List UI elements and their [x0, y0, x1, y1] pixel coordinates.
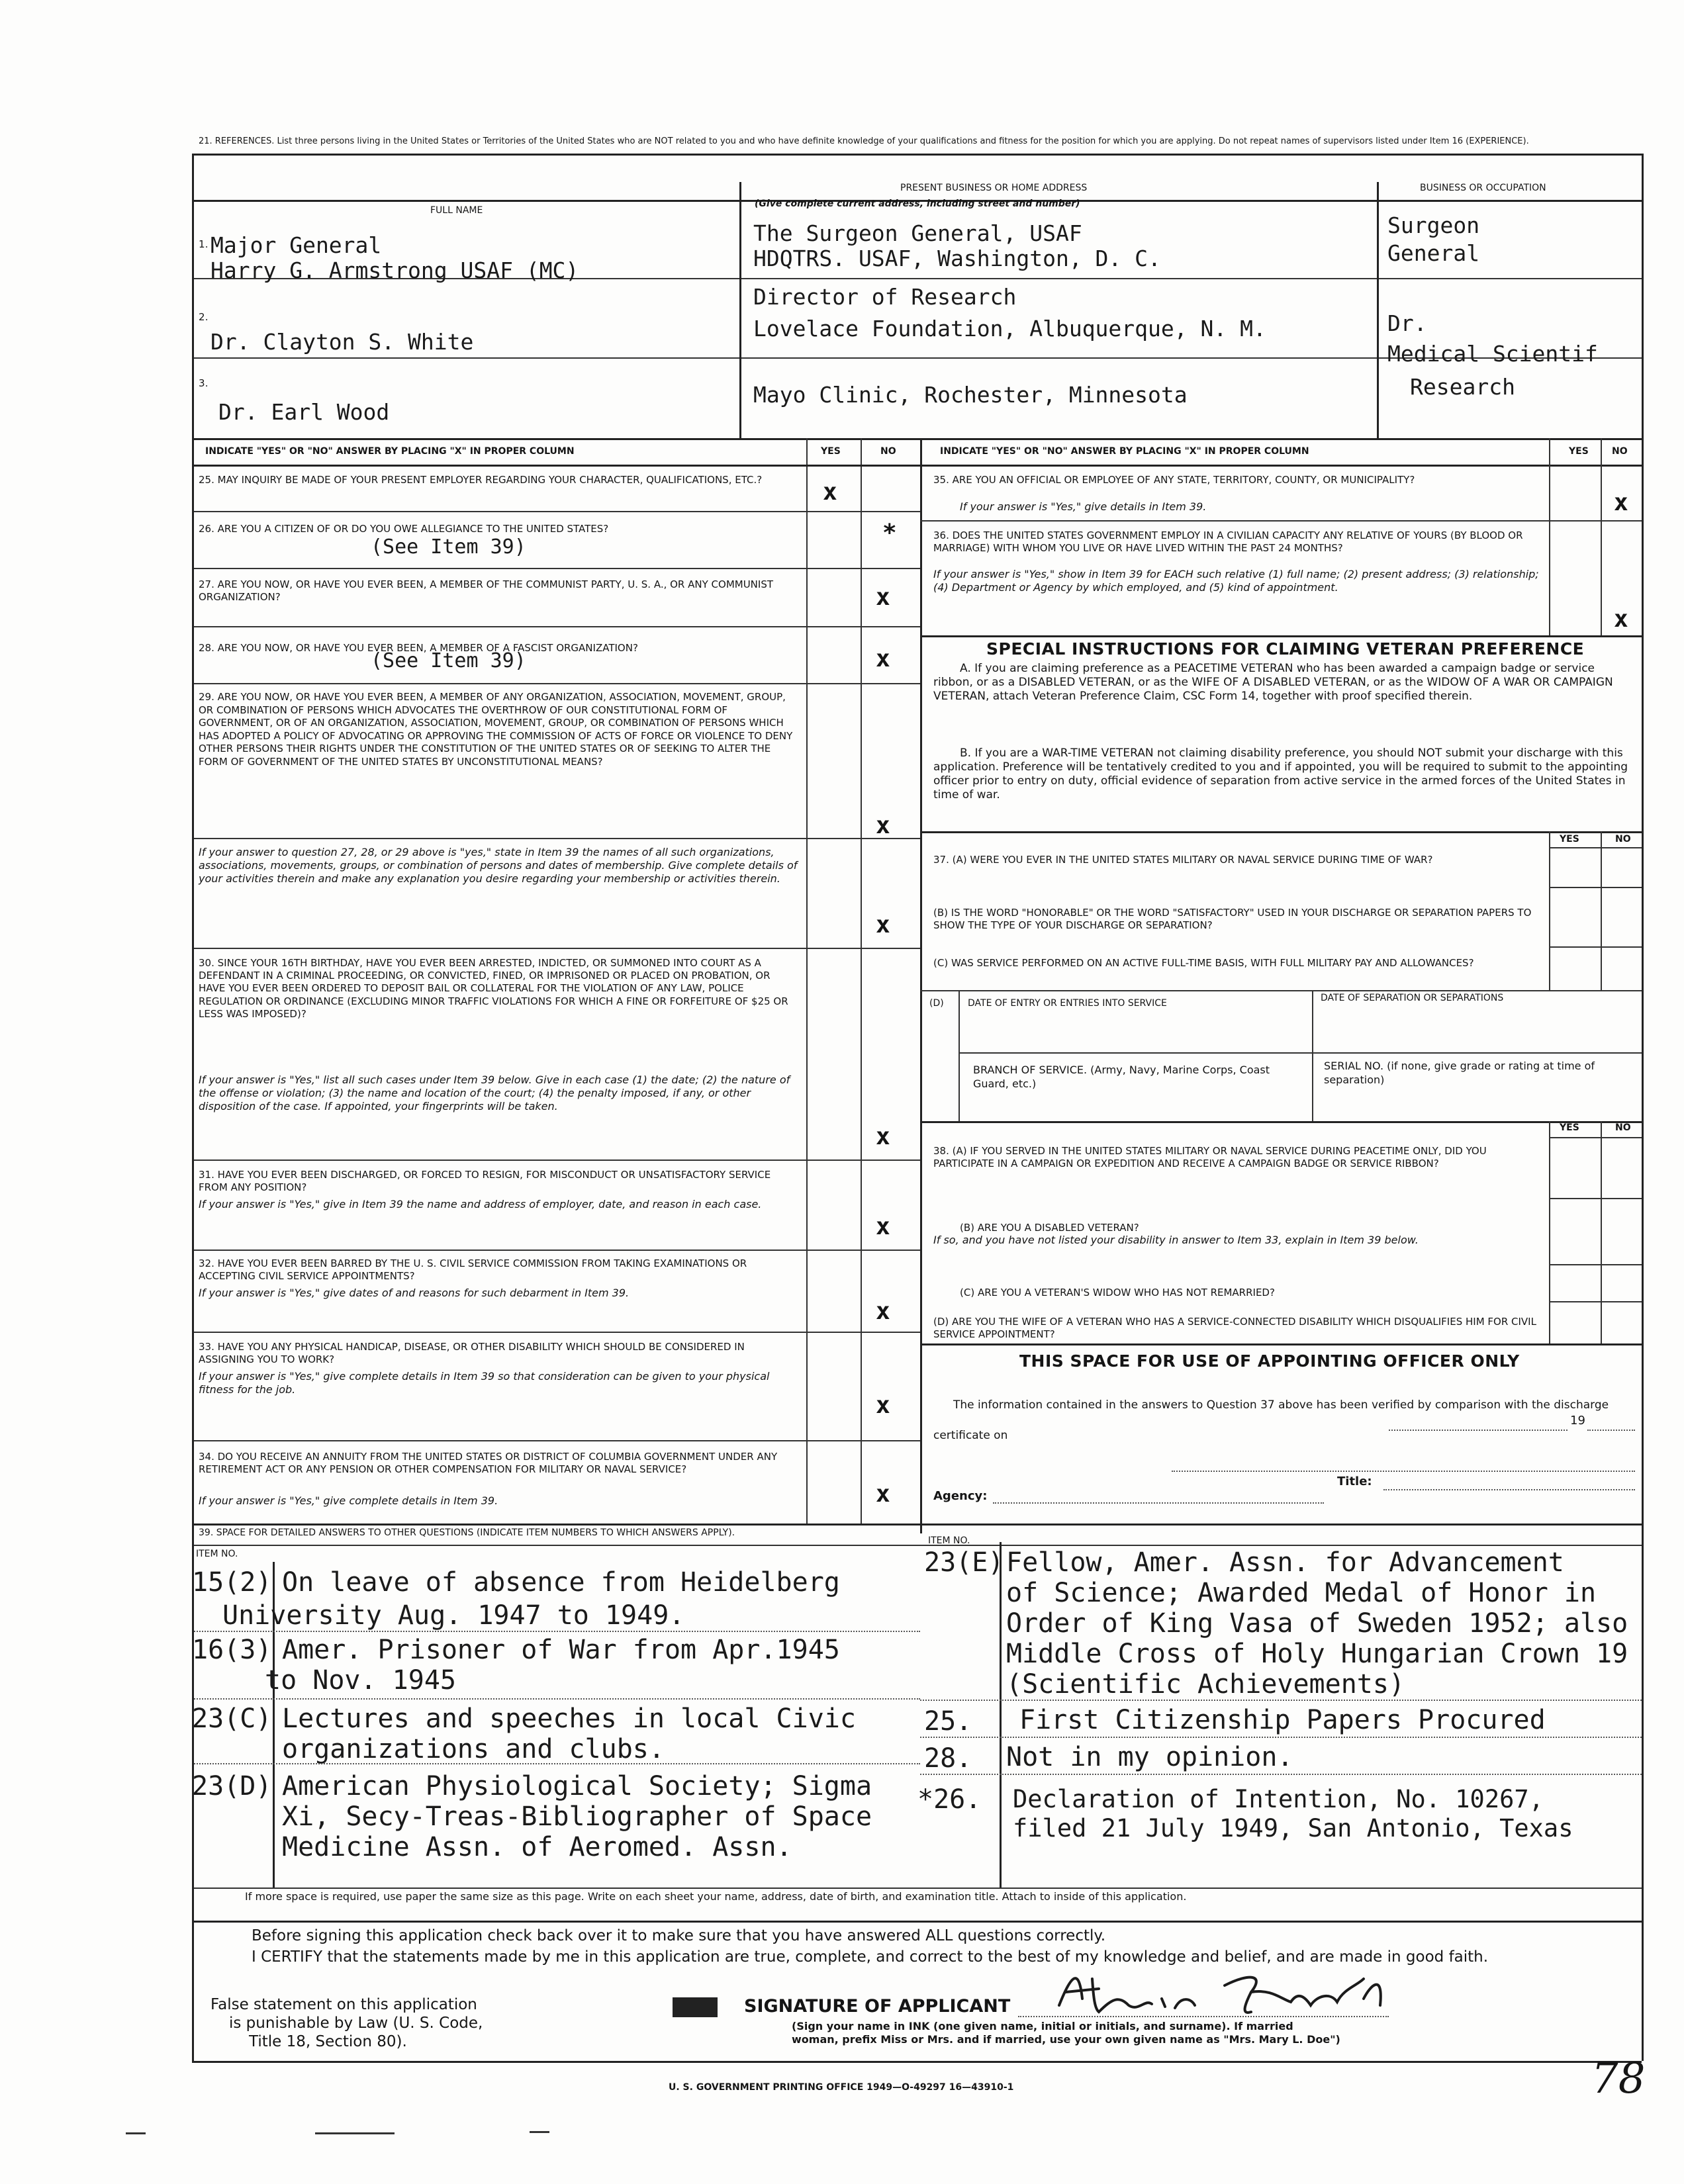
item39-answer-text: First Citizenship Papers Procured	[1019, 1705, 1546, 1735]
answer-no-mark: x	[876, 812, 890, 839]
question-38a: 38. (A) IF YOU SERVED IN THE UNITED STATES MILITARY OR NAVAL SERVICE DURING PEACETIME ONLY, DID YOU PARTICIPATE IN A CAMPAIGN OR EXPEDITION AND RECEIVE A CAMPAIGN BADGE OR SERVICE RIBBON?	[933, 1145, 1487, 1169]
item39-answer-text: Not in my opinion.	[1006, 1742, 1293, 1772]
question-25: 25. MAY INQUIRY BE MADE OF YOUR PRESENT EMPLOYER REGARDING YOUR CHARACTER, QUALIFICATIONS, ETC.?	[199, 474, 763, 486]
agency-label: Agency:	[933, 1489, 988, 1503]
answer-no-mark: x	[1614, 606, 1628, 633]
answer-yes-mark: x	[823, 478, 837, 506]
question-29: 29. ARE YOU NOW, OR HAVE YOU EVER BEEN, A MEMBER OF ANY ORGANIZATION, ASSOCIATION, MOVEMENT, GROUP, OR COMBINATION OF PERSONS WHICH ADVOCATES THE OVERTHROW OF OUR CONSTITUTIONAL FORM OF GOVERNMENT, OR OF AN ORGANIZATION, ASSOCIATION, MOVEMENT, GROUP, OR COMBINATION OF PERSONS WHICH HAS ADOPTED A POLICY OF ADVOCATING OR APPROVING THE COMMISSION OF ACTS OF FORCE OR VIOLENCE TO DENY OTHER PERSONS THEIR RIGHTS UNDER THE CONSTITUTION OF THE UNITED STATES OR OF SEEKING TO ALTER THE FORM OF GOVERNMENT OF THE UNITED STATES BY UNCONSTITUTIONAL MEANS?	[199, 691, 793, 768]
item39-answer-text: Order of King Vasa of Sweden 1952; also	[1006, 1608, 1628, 1639]
branch-of-service-label: BRANCH OF SERVICE. (Army, Navy, Marine Corps, Coast Guard, etc.)	[973, 1064, 1270, 1090]
right-yes-header: YES	[1569, 446, 1589, 457]
item39-answer-text: of Science; Awarded Medal of Honor in	[1006, 1578, 1597, 1608]
question-33-note: If your answer is "Yes," give complete details in Item 39 so that consideration can be given to your physical fitness for the job.	[199, 1370, 770, 1396]
false-statement-warning: False statement on this application	[210, 1996, 477, 2013]
ref-address: The Surgeon General, USAF	[753, 220, 1082, 246]
q37-yes-header: YES	[1560, 834, 1579, 844]
question-30-note: If your answer is "Yes," list all such cases under Item 39 below. Give in each case (1) the date; (2) the nature of the offense or violation; (3) the name and location of the court; (4) the penalty imposed, if any, or other disposition of the case. If appointed, your fingerprints will be taken.	[199, 1073, 790, 1113]
item39-answer-text: Fellow, Amer. Assn. for Advancement	[1006, 1547, 1564, 1578]
item39-answer-text: University Aug. 1947 to 1949.	[222, 1600, 685, 1631]
certification-statement: I CERTIFY that the statements made by me in this application are true, complete, and correct to the best of my knowledge and belief, and are made in good faith.	[252, 1948, 1489, 1966]
scan-mark	[315, 2132, 395, 2134]
veteran-preference-title: SPECIAL INSTRUCTIONS FOR CLAIMING VETERAN PREFERENCE	[986, 639, 1585, 659]
question-27-29-followup: If your answer to question 27, 28, or 29 above is "yes," state in Item 39 the names of all such organizations, associations, movements, groups, or combination of persons and dates of membership. Give complete details of your activities therein and make any explanation you desire regarding your membership or activities therein.	[199, 846, 798, 885]
printer-imprint: U. S. GOVERNMENT PRINTING OFFICE 1949—O-49297 16—43910-1	[669, 2082, 1014, 2093]
item39-answer-text: On leave of absence from Heidelberg	[282, 1567, 840, 1598]
right-col-header: INDICATE "YES" OR "NO" ANSWER BY PLACING "X" IN PROPER COLUMN	[940, 446, 1309, 457]
item39-item-number: 28.	[924, 1743, 972, 1774]
ref-occupation: Surgeon	[1387, 212, 1480, 238]
question-38b: (B) ARE YOU A DISABLED VETERAN?	[960, 1222, 1139, 1234]
scan-mark	[126, 2132, 146, 2134]
veteran-instruction-a: A. If you are claiming preference as a PEACETIME VETERAN who has been awarded a campaign badge or service ribbon, or as a DISABLED VETERAN, or as the WIFE OF A DISABLED VETERAN, or as the WIDOW OF A WAR OR CAMPAIGN VETERAN, attach Veteran Preference Claim, CSC Form 14, together with proof specified therein.	[933, 662, 1613, 703]
item39-answer-text: Medicine Assn. of Aeromed. Assn.	[282, 1832, 792, 1862]
question-32: 32. HAVE YOU EVER BEEN BARRED BY THE U. S. CIVIL SERVICE COMMISSION FROM TAKING EXAMINATIONS OR ACCEPTING CIVIL SERVICE APPOINTMENTS?	[199, 1257, 747, 1282]
see-item-note: (See Item 39)	[371, 535, 526, 559]
item39-item-number: 23(C)	[192, 1704, 272, 1734]
item39-footer: If more space is required, use paper the same size as this page. Write on each sheet your name, address, date of birth, and examination title. Attach to inside of this application.	[245, 1890, 1187, 1903]
item39-answer-text: Lectures and speeches in local Civic	[282, 1704, 856, 1734]
question-31: 31. HAVE YOU EVER BEEN DISCHARGED, OR FORCED TO RESIGN, FOR MISCONDUCT OR UNSATISFACTORY SERVICE FROM ANY POSITION?	[199, 1169, 771, 1193]
item39-item-number: 15(2)	[192, 1567, 272, 1598]
col-full-name: FULL NAME	[430, 205, 483, 216]
item39-item-number: 23(D)	[192, 1771, 272, 1801]
question-35: 35. ARE YOU AN OFFICIAL OR EMPLOYEE OF ANY STATE, TERRITORY, COUNTY, OR MUNICIPALITY?	[933, 474, 1415, 486]
col-address-1: PRESENT BUSINESS OR HOME ADDRESS	[900, 183, 1088, 193]
question-37d-label: (D)	[929, 998, 944, 1009]
question-34-note: If your answer is "Yes," give complete details in Item 39.	[199, 1494, 498, 1507]
ref-name: Dr. Earl Wood	[218, 399, 390, 425]
ref-name: Dr. Clayton S. White	[210, 329, 474, 355]
question-31-note: If your answer is "Yes," give in Item 39 the name and address of employer, date, and reason in each case.	[199, 1198, 762, 1210]
item39-answer-text: Middle Cross of Holy Hungarian Crown 19	[1006, 1639, 1628, 1669]
answer-no-mark: x	[876, 1213, 890, 1240]
question-34: 34. DO YOU RECEIVE AN ANNUITY FROM THE UNITED STATES OR DISTRICT OF COLUMBIA GOVERNMENT UNDER ANY RETIREMENT ACT OR ANY PENSION OR OTHER COMPENSATION FOR MILITARY OR NAVAL SERVICE?	[199, 1451, 778, 1475]
ref-occupation: General	[1387, 240, 1480, 266]
answer-no-mark: x	[876, 1392, 890, 1419]
ref-num: 1.	[199, 238, 209, 250]
certification-check-text: Before signing this application check back over it to make sure that you have answered ALL questions correctly.	[252, 1927, 1106, 1944]
item39-answer-text: Amer. Prisoner of War from Apr.1945	[282, 1635, 840, 1665]
item39-answer-text: Declaration of Intention, No. 10267,	[1013, 1785, 1544, 1813]
applicant-signature	[1052, 1959, 1397, 2032]
appointing-officer-title: THIS SPACE FOR USE OF APPOINTING OFFICER ONLY	[1019, 1351, 1520, 1371]
date-of-separation-label: DATE OF SEPARATION OR SEPARATIONS	[1321, 993, 1504, 1003]
answer-no-mark: x	[1614, 489, 1628, 516]
left-col-header: INDICATE "YES" OR "NO" ANSWER BY PLACING "X" IN PROPER COLUMN	[205, 446, 575, 457]
item39-answer-text: American Physiological Society; Sigma	[282, 1771, 872, 1801]
question-36: 36. DOES THE UNITED STATES GOVERNMENT EMPLOY IN A CIVILIAN CAPACITY ANY RELATIVE OF YOURS (BY BLOOD OR MARRIAGE) WITH WHOM YOU LIVE OR HAVE LIVED WITHIN THE PAST 24 MONTHS?	[933, 529, 1523, 554]
item39-item-number: *26.	[917, 1784, 982, 1815]
question-33: 33. HAVE YOU ANY PHYSICAL HANDICAP, DISEASE, OR OTHER DISABILITY WHICH SHOULD BE CONSIDERED IN ASSIGNING YOU TO WORK?	[199, 1341, 745, 1365]
answer-no-mark: x	[876, 645, 890, 672]
q37-no-header: NO	[1615, 834, 1631, 844]
veteran-instruction-b: B. If you are a WAR-TIME VETERAN not claiming disability preference, you should NOT submit your discharge with this application. Preference will be tentatively credited to you and if appointed, you will be required to submit to the appointing officer prior to entry on duty, official evidence of separation from active service in the armed forces of the United States in time of war.	[933, 747, 1628, 801]
col-address-2: (Give complete current address, including street and number)	[755, 199, 1080, 209]
seal-stamp-icon	[673, 1997, 718, 2017]
ref-num: 3.	[199, 377, 209, 389]
question-32-note: If your answer is "Yes," give dates of and reasons for such debarment in Item 39.	[199, 1287, 630, 1299]
ref-occupation: Dr.	[1387, 310, 1427, 336]
ref-address: HDQTRS. USAF, Washington, D. C.	[753, 246, 1161, 271]
answer-no-mark: x	[876, 1480, 890, 1508]
ref-name: Harry G. Armstrong USAF (MC)	[210, 257, 579, 283]
item39-header: 39. SPACE FOR DETAILED ANSWERS TO OTHER QUESTIONS (INDICATE ITEM NUMBERS TO WHICH ANSWERS APPLY).	[199, 1527, 735, 1538]
question-27: 27. ARE YOU NOW, OR HAVE YOU EVER BEEN, A MEMBER OF THE COMMUNIST PARTY, U. S. A., OR ANY COMMUNIST ORGANIZATION?	[199, 578, 774, 603]
ref-address: Director of Research	[753, 284, 1017, 310]
question-38b-note: If so, and you have not listed your disability in answer to Item 33, explain in Item 39 below.	[933, 1234, 1419, 1246]
ref-occupation: Medical Scientif	[1387, 341, 1598, 367]
ref-num: 2.	[199, 311, 209, 323]
answer-no-mark: x	[876, 584, 890, 611]
col-business: BUSINESS OR OCCUPATION	[1420, 183, 1546, 193]
q38-yes-header: YES	[1560, 1122, 1579, 1133]
answer-no-mark: *	[882, 520, 897, 547]
false-statement-warning: is punishable by Law (U. S. Code,	[229, 2015, 483, 2032]
see-item-note: (See Item 39)	[371, 649, 526, 672]
false-statement-warning: Title 18, Section 80).	[249, 2033, 407, 2050]
item-no-label-left: ITEM NO.	[196, 1549, 238, 1559]
serial-number-label: SERIAL NO. (if none, give grade or rating at time of separation)	[1324, 1060, 1595, 1086]
question-36-note: If your answer is "Yes," show in Item 39 for EACH such relative (1) full name; (2) present address; (3) relationship; (4) Department or Agency by which employed, and (5) kind of appointment.	[933, 568, 1539, 594]
item39-answer-text: to Nov. 1945	[265, 1665, 456, 1696]
date-of-entry-label: DATE OF ENTRY OR ENTRIES INTO SERVICE	[968, 998, 1167, 1009]
item-no-label-right: ITEM NO.	[928, 1535, 970, 1546]
left-no-header: NO	[880, 446, 896, 457]
item39-answer-text: Xi, Secy-Treas-Bibliographer of Space	[282, 1801, 872, 1832]
appointing-officer-text: The information contained in the answers to Question 37 above has been verified by comparison with the discharge certificate on	[933, 1398, 1609, 1442]
question-30: 30. SINCE YOUR 16TH BIRTHDAY, HAVE YOU EVER BEEN ARRESTED, INDICTED, OR SUMMONED INTO COURT AS A DEFENDANT IN A CRIMINAL PROCEEDING, OR CONVICTED, FINED, OR IMPRISONED OR PLACED ON PROBATION, OR HAVE YOU EVER BEEN ORDERED TO DEPOSIT BAIL OR COLLATERAL FOR THE VIOLATION OF ANY LAW, POLICE REGULATION OR ORDINANCE (EXCLUDING MINOR TRAFFIC VIOLATIONS FOR WHICH A FINE OR FORFEITURE OF $25 OR LESS WAS IMPOSED)?	[199, 957, 788, 1020]
item39-item-number: 16(3)	[192, 1635, 272, 1665]
answer-no-mark: x	[876, 1298, 890, 1325]
answer-no-mark: x	[876, 1123, 890, 1150]
verification-year: 19	[1570, 1414, 1585, 1428]
item39-answer-text: (Scientific Achievements)	[1006, 1669, 1405, 1700]
left-yes-header: YES	[821, 446, 841, 457]
item39-answer-text: organizations and clubs.	[282, 1734, 665, 1764]
ref-name: Major General	[210, 232, 382, 258]
page-number: 78	[1591, 2054, 1646, 2103]
question-38c: (C) ARE YOU A VETERAN'S WIDOW WHO HAS NOT REMARRIED?	[960, 1287, 1275, 1298]
question-37a: 37. (A) WERE YOU EVER IN THE UNITED STATES MILITARY OR NAVAL SERVICE DURING TIME OF WAR?	[933, 854, 1433, 866]
item39-item-number: 23(E)	[924, 1547, 1004, 1578]
question-26: 26. ARE YOU A CITIZEN OF OR DO YOU OWE ALLEGIANCE TO THE UNITED STATES?	[199, 523, 609, 535]
references-header: 21. REFERENCES. List three persons living in the United States or Territories of the United States who are NOT related to you and who have definite knowledge of your qualifications and fitness for the position for which you are applying. Do not repeat names of supervisors listed under Item 16 (EXPERIENCE).	[199, 136, 1529, 146]
item39-answer-text: filed 21 July 1949, San Antonio, Texas	[1013, 1814, 1573, 1843]
ref-address: Lovelace Foundation, Albuquerque, N. M.	[753, 316, 1266, 341]
question-38d: (D) ARE YOU THE WIFE OF A VETERAN WHO HAS A SERVICE-CONNECTED DISABILITY WHICH DISQUALIFIES HIM FOR CIVIL SERVICE APPOINTMENT?	[933, 1316, 1536, 1340]
officer-title-label: Title:	[1337, 1475, 1372, 1488]
question-35-note: If your answer is "Yes," give details in Item 39.	[960, 500, 1207, 513]
question-28: 28. ARE YOU NOW, OR HAVE YOU EVER BEEN, A MEMBER OF A FASCIST ORGANIZATION?	[199, 642, 638, 654]
answer-no-mark: x	[876, 911, 890, 938]
question-37b: (B) IS THE WORD "HONORABLE" OR THE WORD "SATISFACTORY" USED IN YOUR DISCHARGE OR SEPARATION PAPERS TO SHOW THE TYPE OF YOUR DISCHARGE OR SEPARATION?	[933, 907, 1532, 931]
item39-item-number: 25.	[924, 1706, 972, 1737]
question-37c: (C) WAS SERVICE PERFORMED ON AN ACTIVE FULL-TIME BASIS, WITH FULL MILITARY PAY AND ALLOWANCES?	[933, 957, 1474, 969]
ref-address: Mayo Clinic, Rochester, Minnesota	[753, 382, 1188, 408]
scan-mark	[530, 2131, 549, 2133]
right-no-header: NO	[1612, 446, 1628, 457]
signature-instructions: (Sign your name in INK (one given name, initial or initials, and surname). If married woman, prefix Miss or Mrs. and if married, use your own given name as "Mrs. Mary L. Doe")	[792, 2020, 1340, 2046]
ref-occupation: Research	[1410, 374, 1515, 400]
signature-label: SIGNATURE OF APPLICANT	[744, 1996, 1011, 2017]
q38-no-header: NO	[1615, 1122, 1631, 1133]
